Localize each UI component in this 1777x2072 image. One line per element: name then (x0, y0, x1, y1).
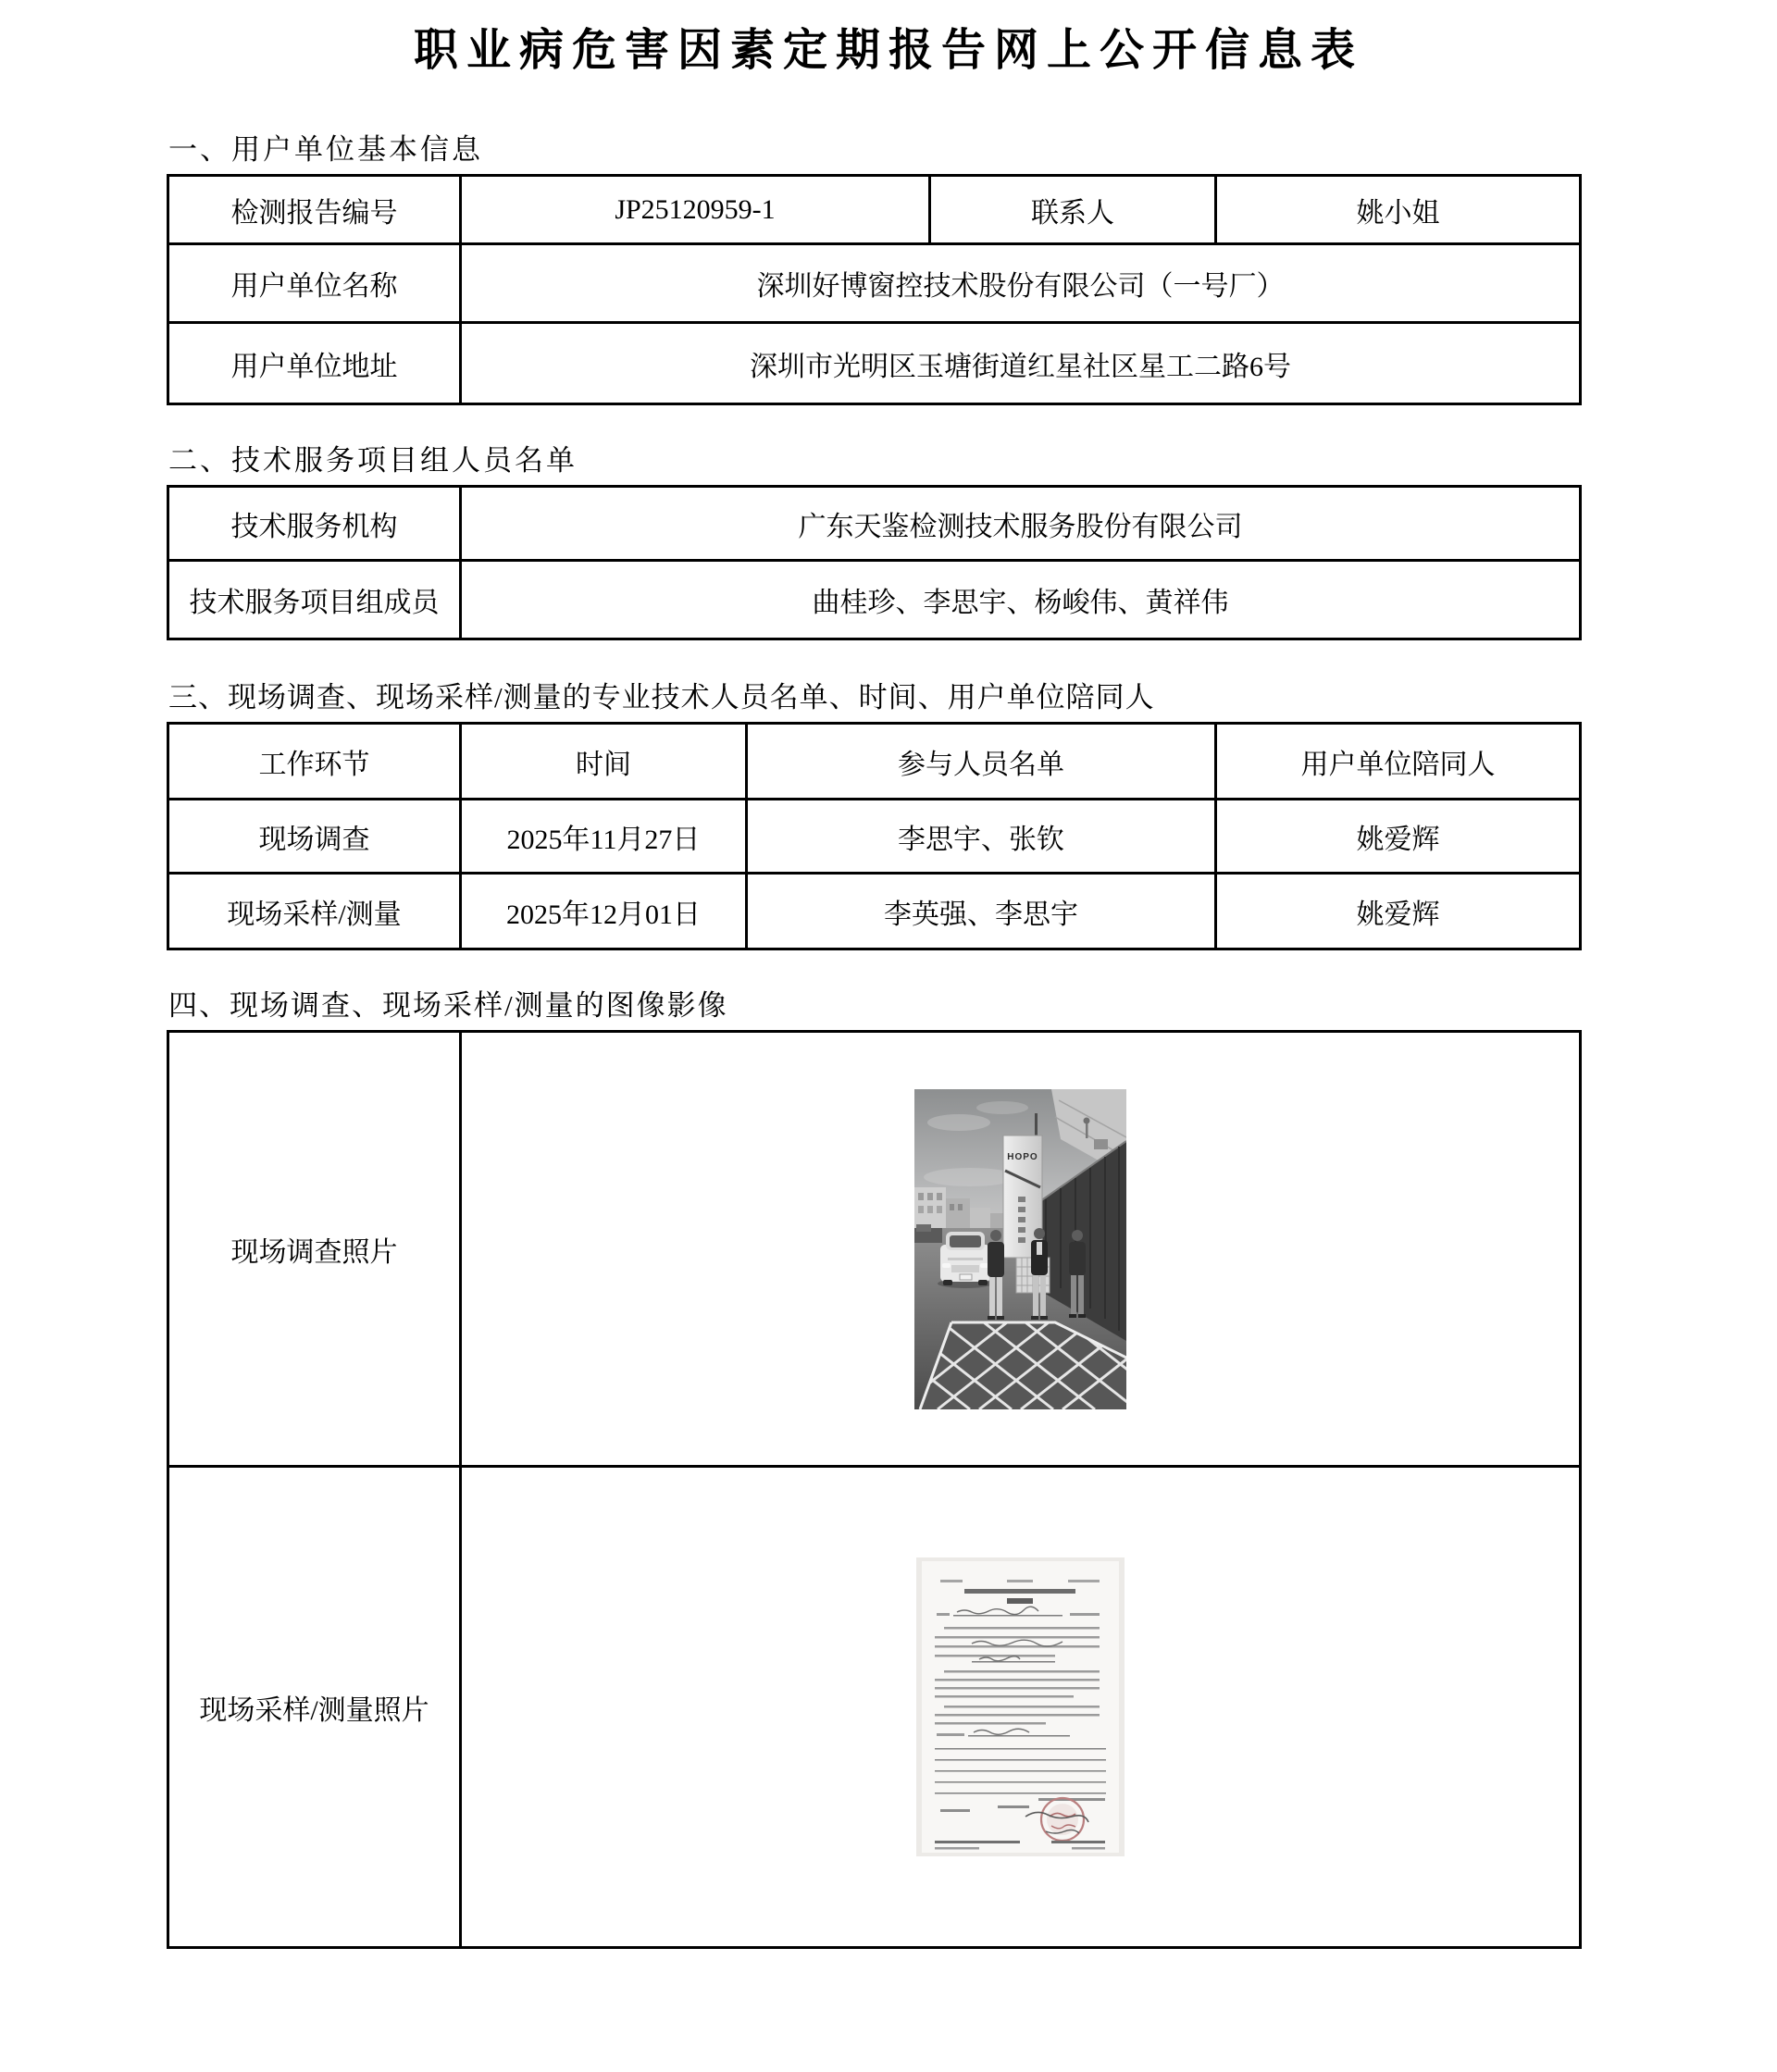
license-plate (960, 1274, 972, 1280)
table-row (168, 800, 1581, 874)
table-row (168, 176, 1581, 244)
work-participants: 李思宇、张钦 (747, 800, 1216, 874)
headlight (942, 1263, 951, 1268)
unit-name-value: 深圳好博窗控技术股份有限公司（一号厂） (461, 244, 1581, 323)
report-no-label: 检测报告编号 (168, 176, 461, 244)
survey-photo (914, 1089, 1126, 1409)
wheel (943, 1280, 952, 1285)
table-row (168, 874, 1581, 949)
table-row (168, 1032, 1581, 1467)
service-team-table (167, 485, 1582, 640)
work-step: 现场采样/测量 (168, 874, 461, 949)
section-3-heading: 三、现场调查、现场采样/测量的专业技术人员名单、时间、用户单位陪同人 (168, 681, 1155, 713)
report-no-value: JP25120959-1 (461, 176, 930, 244)
security-camera (1084, 1117, 1090, 1123)
work-time: 2025年12月01日 (461, 874, 747, 949)
work-time: 2025年11月27日 (461, 800, 747, 874)
windshield (950, 1235, 981, 1247)
col-header-time: 时间 (461, 724, 747, 800)
table-row (168, 487, 1581, 561)
section-2-heading: 二、技术服务项目组人员名单 (168, 444, 578, 477)
team-members-label: 技术服务项目组成员 (168, 561, 461, 639)
section-4-heading: 四、现场调查、现场采样/测量的图像影像 (168, 989, 728, 1022)
contact-label: 联系人 (930, 176, 1216, 244)
table-row (168, 323, 1581, 404)
page-title: 职业病危害因素定期报告网上公开信息表 (413, 26, 1363, 75)
sampling-photo-cell (461, 1467, 1581, 1948)
unit-addr-value: 深圳市光明区玉塘街道红星社区星工二路6号 (461, 323, 1581, 404)
white-suv (938, 1232, 993, 1288)
col-header-step: 工作环节 (168, 724, 461, 800)
unit-addr-label: 用户单位地址 (168, 323, 461, 404)
table-row (168, 561, 1581, 639)
work-step: 现场调查 (168, 800, 461, 874)
contact-value: 姚小姐 (1216, 176, 1581, 244)
grille (951, 1265, 979, 1272)
service-org-value: 广东天鉴检测技术服务股份有限公司 (461, 487, 1581, 561)
col-header-participants: 参与人员名单 (747, 724, 1216, 800)
field-work-table (167, 722, 1582, 950)
table-row (168, 244, 1581, 323)
table-row (168, 1467, 1581, 1948)
work-participants: 李英强、李思宇 (747, 874, 1216, 949)
basic-info-table (167, 174, 1582, 405)
work-escort: 姚爱辉 (1216, 874, 1581, 949)
sampling-photo (916, 1557, 1125, 1856)
work-escort: 姚爱辉 (1216, 800, 1581, 874)
wheel (978, 1280, 988, 1285)
unit-name-label: 用户单位名称 (168, 244, 461, 323)
ac-unit (1094, 1139, 1108, 1149)
survey-photo-label: 现场调查照片 (168, 1032, 461, 1467)
team-members-value: 曲桂珍、李思宇、杨峻伟、黄祥伟 (461, 561, 1581, 639)
service-org-label: 技术服务机构 (168, 487, 461, 561)
col-header-escort: 用户单位陪同人 (1216, 724, 1581, 800)
sampling-photo-label: 现场采样/测量照片 (168, 1467, 461, 1948)
table-header-row (168, 724, 1581, 800)
survey-photo-cell (461, 1032, 1581, 1467)
images-table (167, 1030, 1582, 1949)
headlight (980, 1263, 988, 1268)
section-1-heading: 一、用户单位基本信息 (168, 133, 483, 166)
hopo-sign-text: HOPO (1007, 1151, 1038, 1162)
